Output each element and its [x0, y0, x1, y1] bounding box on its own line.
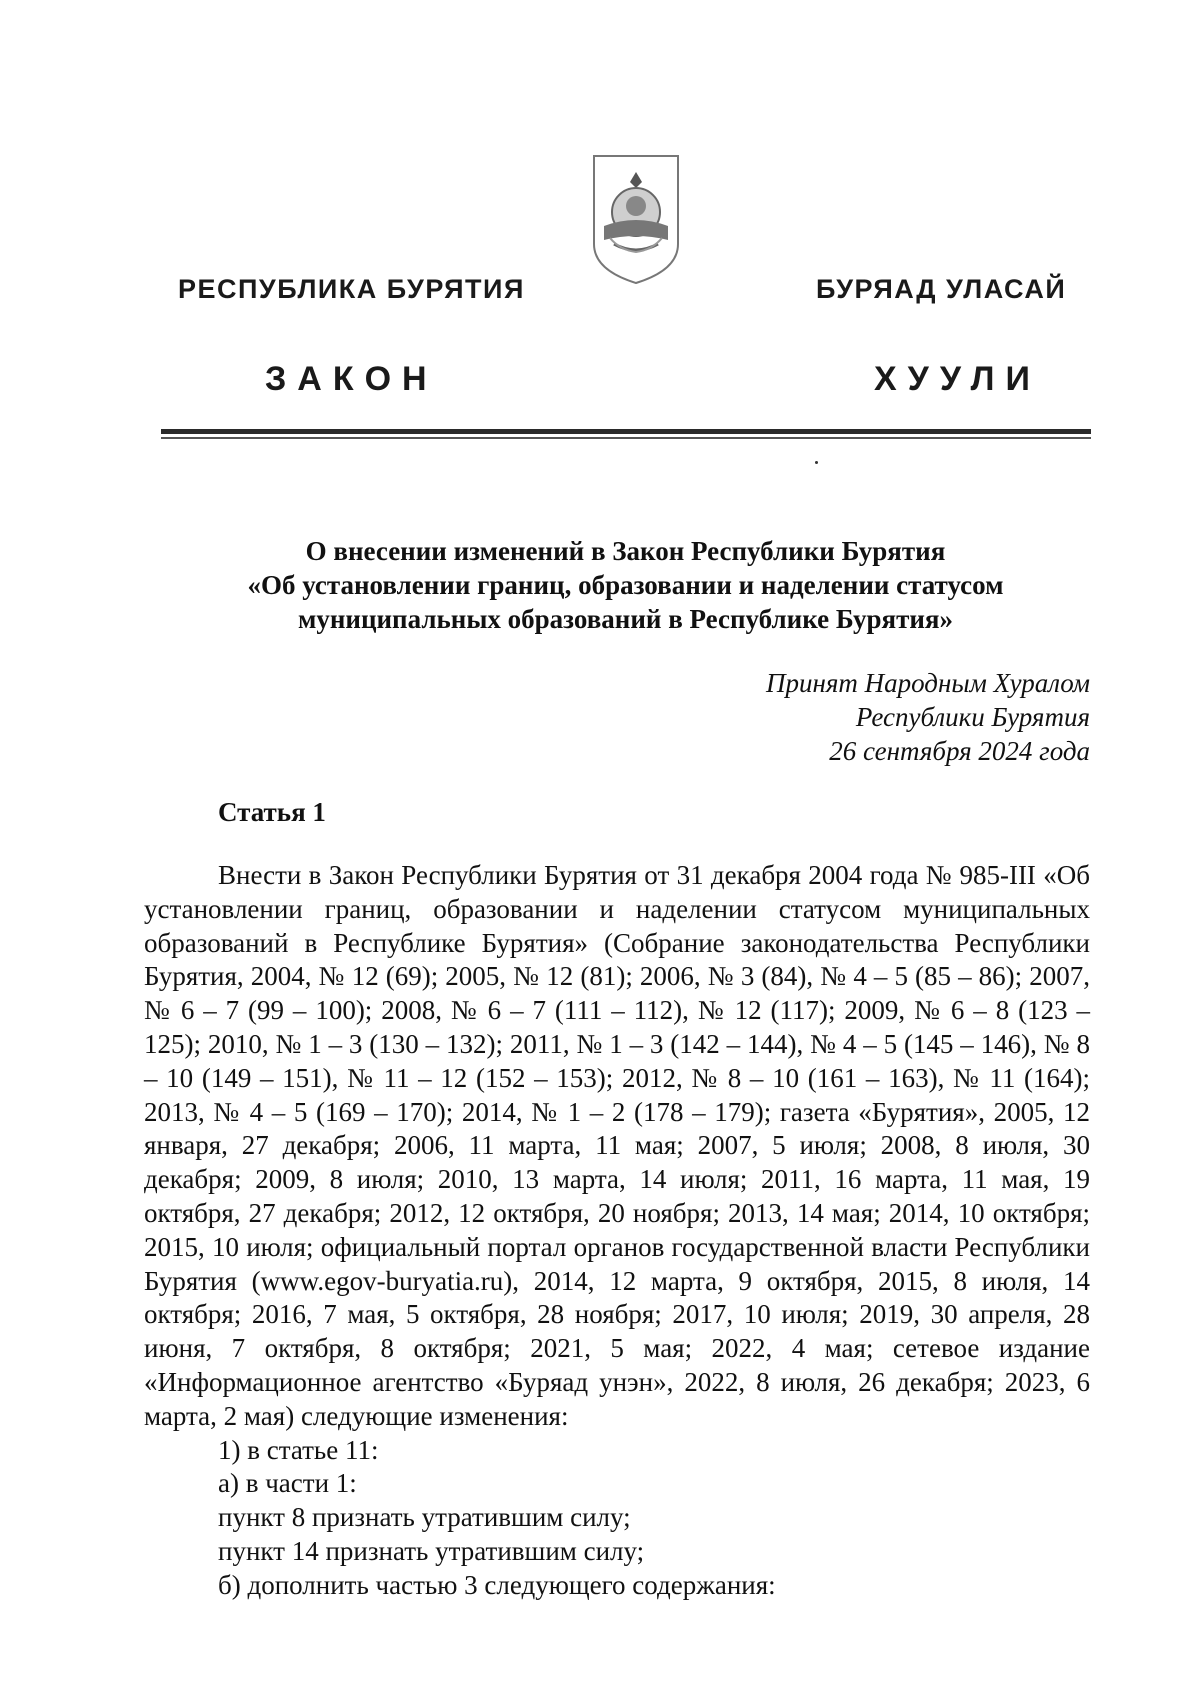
list-item: пункт 8 признать утратившим силу;	[218, 1502, 631, 1533]
list-item: пункт 14 признать утратившим силу;	[218, 1535, 645, 1566]
law-title-line: «Об установлении границ, образовании и наделении статусом	[247, 570, 1004, 600]
adoption-line: Принят Народным Хуралом	[765, 668, 1090, 698]
adoption-note	[766, 666, 1090, 768]
list-item: а) в части 1:	[218, 1468, 357, 1499]
intro-paragraph: Внести в Закон Республики Бурятия от 31 декабря 2004 года № 985-III «Об установлении границ, образовании и наделении статусом муниципальных образований в Республике Бурятия» (Собрание законодательства Республики Бурятия, 2004, № 12 (69); 2005, № 12 (81); 2006, № 3 (84), № 4 – 5 (85 – 86); 2007, № 6 – 7 (99 – 100); 2008, № 6 – 7 (111 – 112), № 12 (117); 2009, № 6 – 8 (123 – 125); 2010, № 1 – 3 (130 – 132); 2011, № 1 – 3 (142 – 144), № 4 – 5 (145 – 146), № 8 – 10 (149 – 151), № 11 – 12 (152 – 153); 2012, № 8 – 10 (161 – 163), № 11 (164); 2013, № 4 – 5 (169 – 170); 2014, № 1 – 2 (178 – 179); газета «Бурятия», 2005, 12 января, 27 декабря; 2006, 11 марта, 11 мая; 2007, 5 июля; 2008, 8 июля, 30 декабря; 2009, 8 июля; 2010, 13 марта, 14 июля; 2011, 16 марта, 11 мая, 19 октября, 27 декабря; 2012, 12 октября, 20 ноября; 2013, 14 мая; 2014, 10 октября; 2015, 10 июля; официальный портал органов государственной власти Республики Бурятия (www.egov-buryatia.ru), 2014, 12 марта, 9 октября, 2015, 8 июля, 14 октября; 2016, 7 мая, 5 октября, 28 ноября; 2017, 10 июля; 2019, 30 апреля, 28 июня, 7 октября, 8 октября; 2021, 5 мая; 2022, 4 мая; сетевое издание «Информационное агентство «Буряад унэн», 2022, 8 июля, 26 декабря; 2023, 6 марта, 2 мая) следующие изменения:	[144, 860, 1090, 1431]
list-item: б) дополнить частью 3 следующего содержания:	[218, 1569, 776, 1600]
header-divider-thin	[161, 437, 1091, 439]
law-title-line: муниципальных образований в Республике Бурятия»	[297, 604, 954, 634]
article-heading: Статья 1	[218, 797, 326, 827]
article-body	[144, 859, 1090, 1603]
republic-name-buryat: БУРЯАД УЛАСАЙ	[816, 274, 1067, 304]
adoption-date: 26 сентября 2024 года	[829, 736, 1090, 766]
law-title	[160, 534, 1091, 636]
scan-mark	[815, 461, 818, 464]
header-divider	[161, 429, 1091, 434]
document-type-russian: ЗАКОН	[265, 360, 438, 398]
list-item: 1) в статье 11:	[218, 1434, 379, 1465]
adoption-line: Республики Бурятия	[855, 702, 1090, 732]
coat-of-arms-icon	[590, 152, 682, 286]
republic-name-russian: РЕСПУБЛИКА БУРЯТИЯ	[178, 274, 525, 304]
document-type-buryat: ХУУЛИ	[874, 360, 1041, 398]
law-title-line: О внесении изменений в Закон Республики Бурятия	[305, 536, 946, 566]
